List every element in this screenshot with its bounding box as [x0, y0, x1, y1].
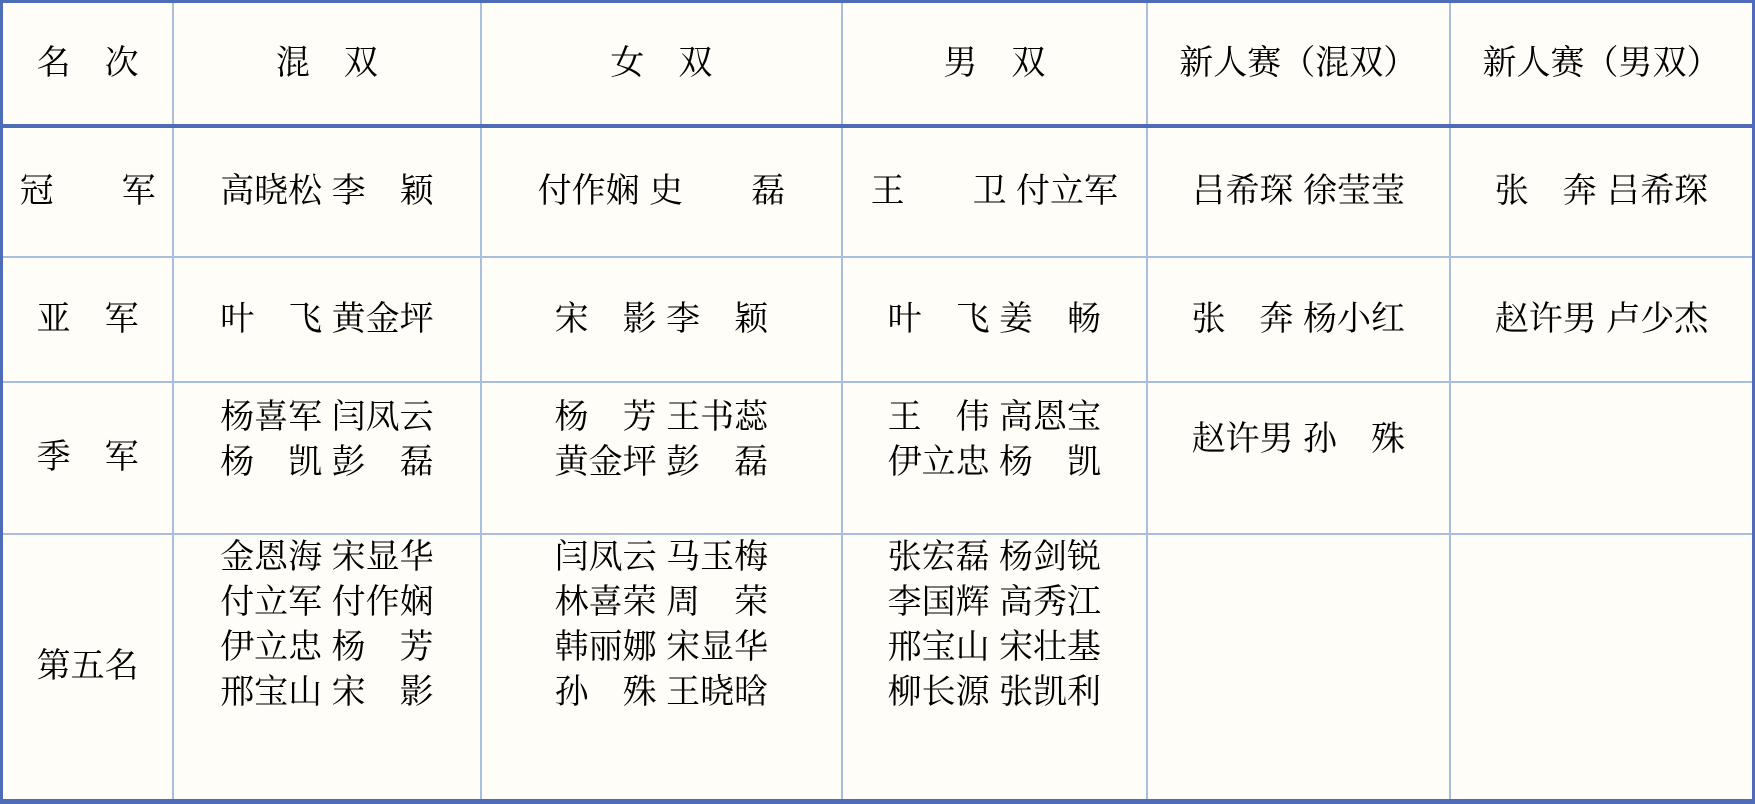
column-header-rookie-mixed-doubles: 新人赛（混双）: [1147, 2, 1450, 126]
cell-runner-up-mens-doubles: [842, 257, 1146, 382]
pair-names: 邢宝山 宋 影: [220, 672, 434, 711]
column-header-womens-doubles: 女 双: [481, 2, 842, 126]
cell-third-mens-doubles: [842, 382, 1146, 534]
cell-champion-rookie-mixed-doubles: [1147, 126, 1450, 257]
pair-names: 黄金坪 彭 磊: [554, 442, 769, 481]
pair-names: 付作娴 史 磊: [537, 172, 786, 210]
table-row-runner-up: [2, 257, 1754, 382]
cell-third-womens-doubles: [481, 382, 842, 534]
cell-runner-up-rookie-mens-doubles: [1450, 257, 1753, 382]
cell-champion-mixed-doubles: [173, 126, 480, 257]
cell-fifth-mixed-doubles: [173, 534, 480, 802]
rank-cell-runner-up: 亚 军: [2, 257, 174, 382]
pair-names: 杨喜军 闫凤云: [220, 397, 434, 436]
pair-names: 张 奔 吕希琛: [1494, 172, 1709, 210]
pair-names: 张 奔 杨小红: [1191, 299, 1406, 338]
pair-names: 叶 飞 黄金坪: [220, 299, 434, 338]
cell-fifth-rookie-mens-doubles: [1450, 534, 1753, 802]
header-row: [2, 2, 1754, 126]
pair-names: 孙 殊 王晓晗: [554, 672, 769, 711]
pair-names: 宋 影 李 颖: [554, 299, 769, 338]
pair-names: 王 伟 高恩宝: [887, 397, 1102, 436]
pair-names: 柳长源 张凯利: [887, 672, 1102, 711]
cell-third-mixed-doubles: [173, 382, 480, 534]
pair-names: 赵许男 孙 殊: [1191, 420, 1406, 458]
cell-fifth-mens-doubles: [842, 534, 1146, 802]
pair-names: 付立军 付作娴: [220, 582, 434, 621]
pair-names: 张宏磊 杨剑锐: [887, 537, 1102, 576]
pair-names: 李国辉 高秀江: [887, 582, 1102, 621]
pair-names: 赵许男 卢少杰: [1494, 299, 1709, 338]
cell-runner-up-womens-doubles: [481, 257, 842, 382]
rank-cell-champion: 冠 军: [2, 126, 174, 257]
cell-champion-rookie-mens-doubles: [1450, 126, 1753, 257]
results-table-body: [2, 126, 1754, 802]
pair-names: 伊立忠 杨 凯: [887, 442, 1102, 481]
pair-names: 林喜荣 周 荣: [554, 582, 769, 621]
table-row-fifth: [2, 534, 1754, 802]
pair-names: 伊立忠 杨 芳: [220, 627, 434, 666]
pair-names: 王 卫 付立军: [870, 172, 1119, 210]
column-header-rookie-mens-doubles: 新人赛（男双）: [1450, 2, 1753, 126]
pair-names: 叶 飞 姜 畅: [887, 299, 1102, 338]
pair-names: 高晓松 李 颖: [220, 172, 434, 210]
cell-fifth-womens-doubles: [481, 534, 842, 802]
cell-runner-up-rookie-mixed-doubles: [1147, 257, 1450, 382]
cell-champion-womens-doubles: [481, 126, 842, 257]
pair-names: 吕希琛 徐莹莹: [1191, 172, 1406, 210]
pair-names: 金恩海 宋显华: [220, 537, 434, 576]
cell-third-rookie-mixed-doubles: [1147, 382, 1450, 534]
cell-runner-up-mixed-doubles: [173, 257, 480, 382]
pair-names: 杨 芳 王书蕊: [554, 397, 769, 436]
rank-cell-fifth: 第五名: [2, 534, 174, 802]
table-row-third: [2, 382, 1754, 534]
pair-names: 闫凤云 马玉梅: [554, 537, 769, 576]
cell-champion-mens-doubles: [842, 126, 1146, 257]
rank-cell-third: 季 军: [2, 382, 174, 534]
table-row-champion: [2, 126, 1754, 257]
cell-fifth-rookie-mixed-doubles: [1147, 534, 1450, 802]
column-header-mixed-doubles: 混 双: [173, 2, 480, 126]
pair-names: 韩丽娜 宋显华: [554, 627, 769, 666]
pair-names: 杨 凯 彭 磊: [220, 442, 434, 481]
pair-names: 邢宝山 宋壮基: [887, 627, 1102, 666]
cell-third-rookie-mens-doubles: [1450, 382, 1753, 534]
column-header-rank: 名 次: [2, 2, 174, 126]
column-header-mens-doubles: 男 双: [842, 2, 1146, 126]
